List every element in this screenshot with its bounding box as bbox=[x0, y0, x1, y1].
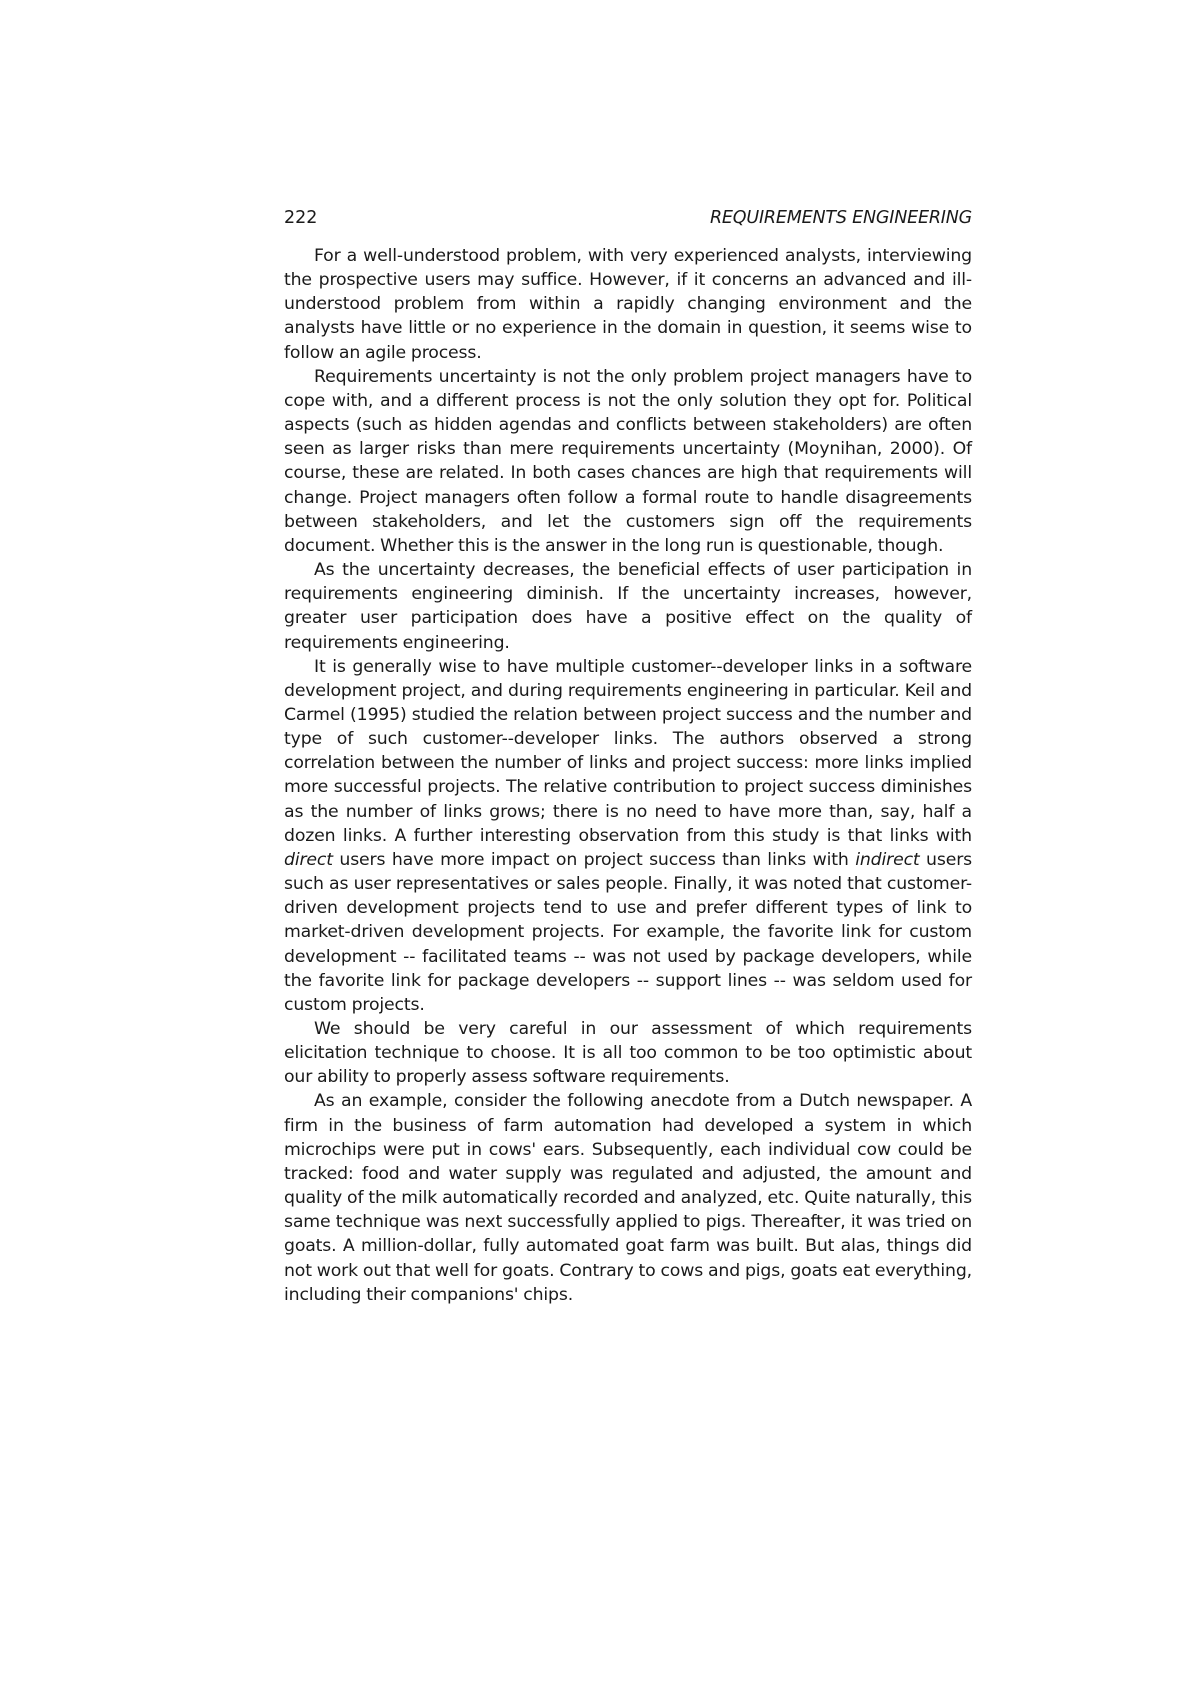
paragraph-user-participation: As the uncertainty decreases, the beneficial effects of user participation in requirements engineering diminish. If the uncertainty increases, however, greater user participation does have a positive effect on the quality of requirements engineering. bbox=[284, 560, 972, 653]
paragraph-elicitation-technique: We should be very careful in our assessment of which requirements elicitation technique to choose. It is all too common to be too optimistic about our ability to properly assess software requirements. bbox=[284, 1019, 972, 1088]
body-text bbox=[284, 244, 972, 1307]
emphasis-indirect: indirect bbox=[855, 849, 920, 870]
paragraph-goat-anecdote: As an example, consider the following anecdote from a Dutch newspaper. A firm in the business of farm automation had developed a system in which microchips were put in cows' ears. Subsequently, each individual cow could be tracked: food and water supply was regulated and adjusted, the amount and quality of the milk automatically recorded and analyzed, etc. Quite naturally, this same technique was next successfully applied to pigs. Thereafter, it was tried on goats. A million-dollar, fully automated goat farm was built. But alas, things did not work out that well for goats. Contrary to cows and pigs, goats eat everything, including their companions' chips. bbox=[284, 1091, 972, 1305]
page-number: 222 bbox=[284, 208, 318, 228]
paragraph-text-segment: It is generally wise to have multiple customer--developer links in a software development project, and during requirements engineering in particular. Keil and Carmel (1995) studied the relation between project success and the number and type of such customer--developer links. The authors observed a strong correlation between the number of links and project success: more links implied more successful projects. The relative contribution to project success diminishes as the number of links grows; there is no need to have more than, say, half a dozen links. A further interesting observation from this study is that links with bbox=[284, 656, 972, 846]
paragraph-text-segment: users have more impact on project success than links with bbox=[332, 849, 856, 870]
paragraph-text-segment: users such as user representatives or sales people. Finally, it was noted that customer-driven development projects tend to use and prefer different types of link to market-driven development projects. For example, the favorite link for custom development -- facilitated teams -- was not used by package developers, while the favorite link for package developers -- support lines -- was seldom used for custom projects. bbox=[284, 849, 972, 1015]
emphasis-direct: direct bbox=[284, 849, 333, 870]
paragraph-customer-developer-links bbox=[284, 655, 972, 1017]
running-title: REQUIREMENTS ENGINEERING bbox=[709, 208, 972, 228]
paragraph-requirements-uncertainty: Requirements uncertainty is not the only problem project managers have to cope with, and a different process is not the only solution they opt for. Political aspects (such as hidden agendas and conflicts between stakeholders) are often seen as larger risks than mere requirements uncertainty (Moynihan, 2000). Of course, these are related. In both cases chances are high that requirements will change. Project managers often follow a formal route to handle disagreements between stakeholders, and let the customers sign off the requirements document. Whether this is the answer in the long run is questionable, though. bbox=[284, 366, 972, 556]
book-page bbox=[284, 0, 972, 1698]
running-head bbox=[284, 206, 972, 230]
paragraph-interviewing: For a well-understood problem, with very experienced analysts, interviewing the prospective users may suffice. However, if it concerns an advanced and ill-understood problem from within a rapidly changing environment and the analysts have little or no experience in the domain in question, it seems wise to follow an agile process. bbox=[284, 246, 972, 363]
